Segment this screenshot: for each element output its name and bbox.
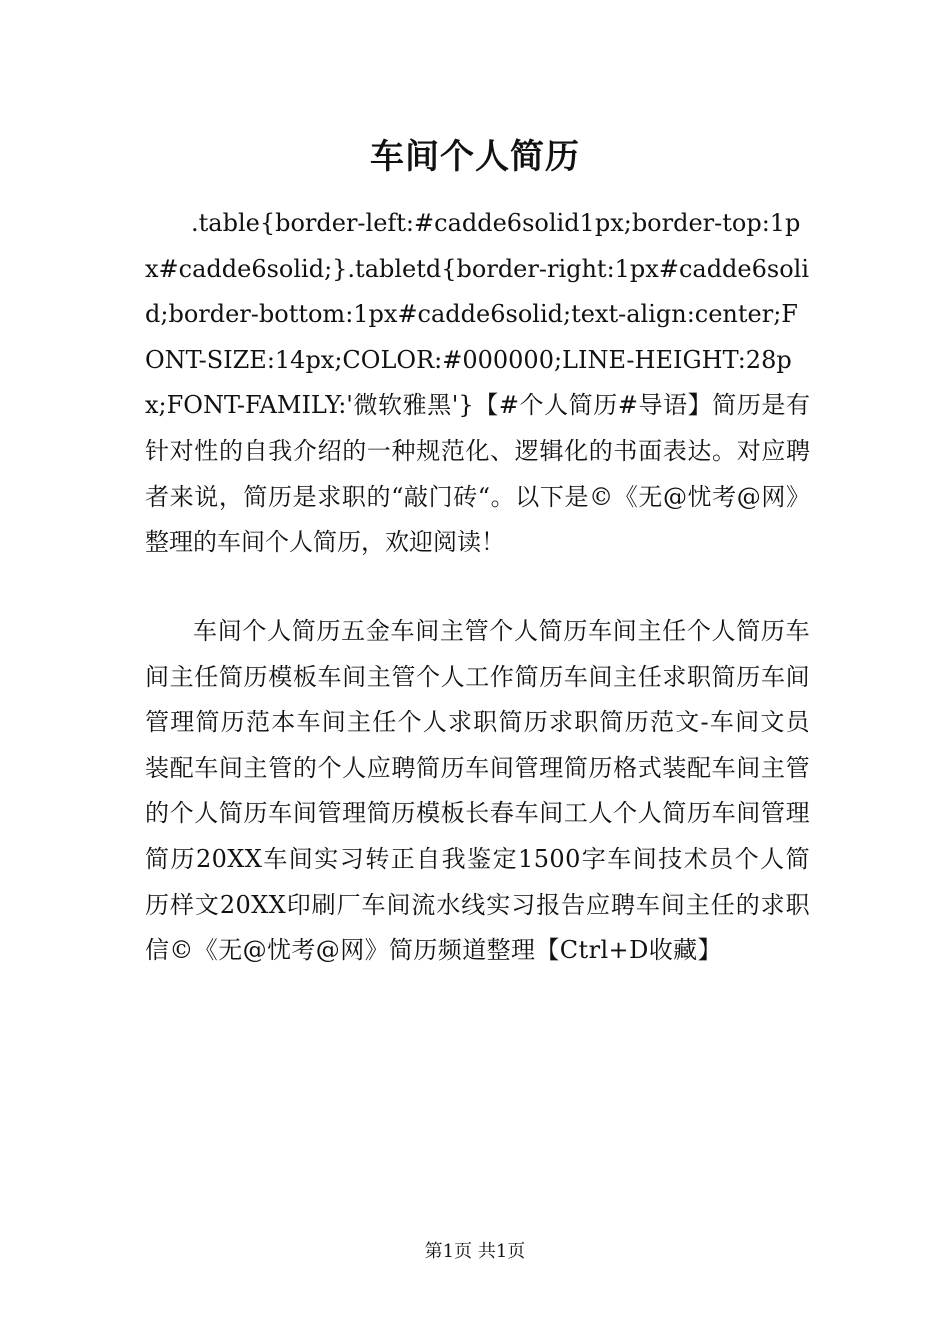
body-paragraph: 车间个人简历五金车间主管个人简历车间主任个人简历车间主任简历模板车间主管个人工作简历车间主任求职简历车间管理简历范本车间主任个人求职简历求职简历范文-车间文员装配车间主管的个人应聘简历车间管理简历格式装配车间主管的个人简历车间管理简历模板长春车间工人个人简历车间管理简历20XX车间实习转正自我鉴定1500字车间技术员个人简历样文20XX印刷厂车间流水线实习报告应聘车间主任的求职信©《无@忧考@网》简历频道整理【Ctrl+D收藏】 bbox=[145, 617, 810, 965]
document-title: 车间个人简历 bbox=[370, 137, 580, 177]
page-footer: 第1页 共1页 bbox=[424, 1241, 526, 1262]
intro-paragraph: .table{border-left:#cadde6solid1px;border-top:1px#cadde6solid;}.tabletd{border-right:1px#cadde6solid;border-bottom:1px#cadde6solid;text-align:center;FONT-SIZE:14px;COLOR:#000000;LINE-HEIGHT:28px;FONT-FAMILY:'微软雅黑'}【#个人简历#导语】简历是有针对性的自我介绍的一种规范化、逻辑化的书面表达。对应聘者来说，简历是求职的“敲门砖“。以下是©《无@忧考@网》整理的车间个人简历，欢迎阅读！ bbox=[145, 209, 810, 557]
